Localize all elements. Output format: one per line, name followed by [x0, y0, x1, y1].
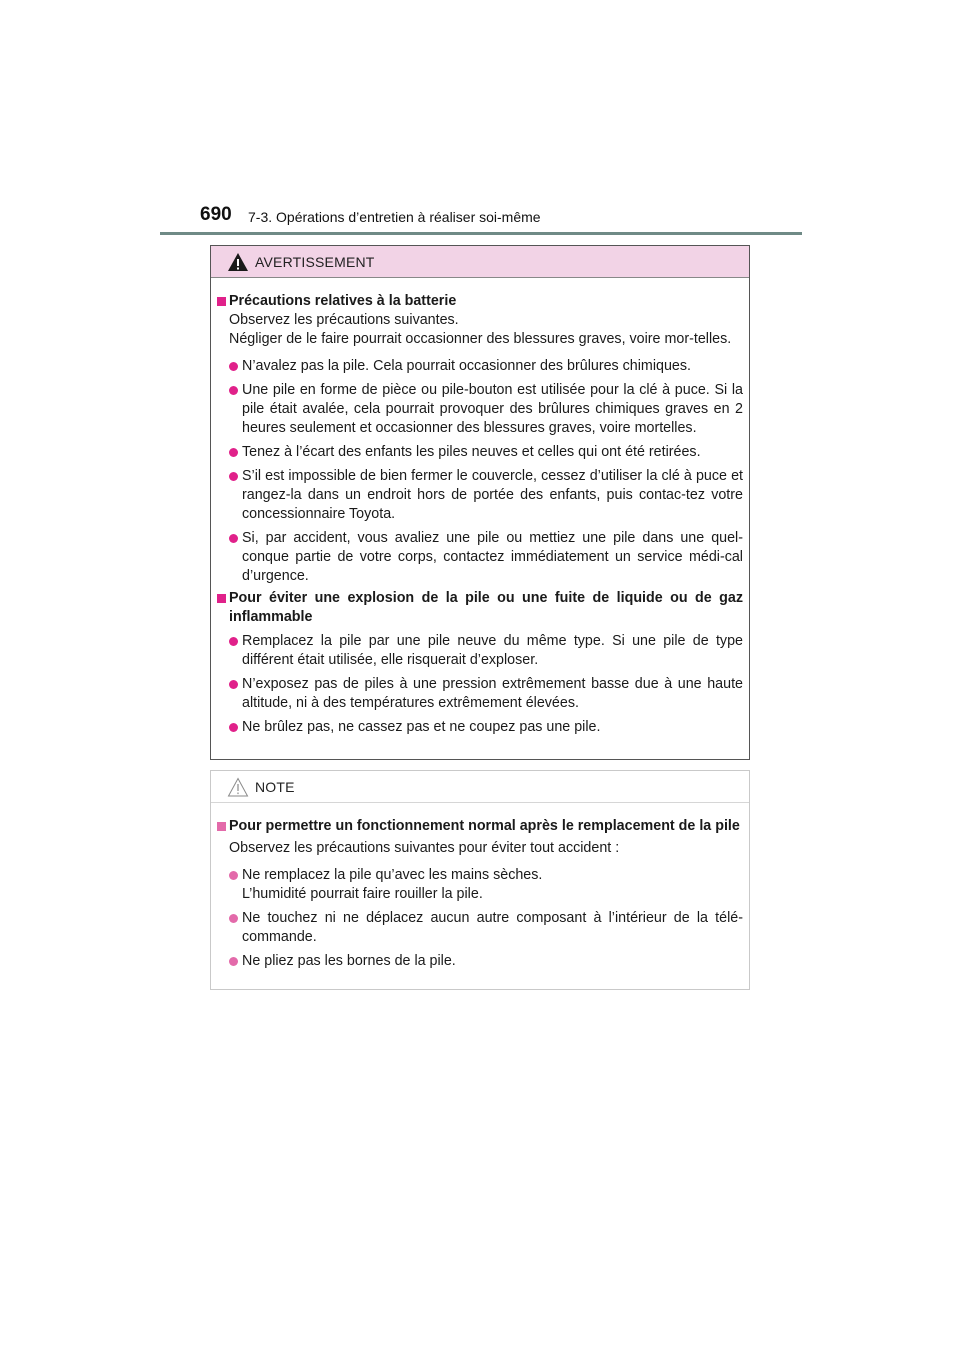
round-bullet-icon: [229, 534, 238, 543]
warning-header: [211, 246, 749, 278]
warning-body: [211, 278, 749, 737]
round-bullet-icon: [229, 723, 238, 732]
note-header: [211, 771, 749, 803]
round-bullet-icon: [229, 871, 238, 880]
round-bullet-icon: [229, 362, 238, 371]
square-bullet-icon: [217, 297, 226, 306]
round-bullet-icon: [229, 680, 238, 689]
note-box: [210, 770, 750, 990]
square-bullet-icon: [217, 594, 226, 603]
list-item: N’avalez pas la pile. Cela pourrait occasionner des brûlures chimiques.: [217, 357, 743, 376]
square-bullet-icon: [217, 822, 226, 831]
round-bullet-icon: [229, 386, 238, 395]
warning-heading-battery: Précautions relatives à la batterie: [217, 292, 743, 311]
list-item: Si, par accident, vous avaliez une pile ou mettiez une pile dans une quel-conque partie de votre corps, contactez immédiatement un service médi-cal d’urgence.: [217, 529, 743, 586]
note-heading: Pour permettre un fonctionnement normal après le remplacement de la pile: [217, 817, 743, 836]
caution-triangle-icon: [227, 777, 249, 797]
list-item: Ne touchez ni ne déplacez aucun autre composant à l’intérieur de la télé-commande.: [217, 909, 743, 947]
warning-intro: Négliger de le faire pourrait occasionner des blessures graves, voire mor-telles.: [229, 331, 732, 347]
list-item: Tenez à l’écart des enfants les piles neuves et celles qui ont été retirées.: [217, 443, 743, 462]
list-item: Ne pliez pas les bornes de la pile.: [217, 952, 743, 971]
warning-heading-explosion: Pour éviter une explosion de la pile ou une fuite de liquide ou de gaz inflammable: [217, 589, 743, 627]
round-bullet-icon: [229, 637, 238, 646]
section-title: 7-3. Opérations d’entretien à réaliser soi-même: [248, 209, 541, 225]
note-label: NOTE: [255, 779, 295, 795]
list-item: Ne brûlez pas, ne cassez pas et ne coupez pas une pile.: [217, 718, 743, 737]
list-item: Remplacez la pile par une pile neuve du même type. Si une pile de type différent était utilisée, elle risquerait d’exploser.: [217, 632, 743, 670]
round-bullet-icon: [229, 957, 238, 966]
warning-intro: Observez les précautions suivantes.: [229, 312, 459, 328]
warning-label: AVERTISSEMENT: [255, 254, 375, 270]
list-item: S’il est impossible de bien fermer le couvercle, cessez d’utiliser la clé à puce et rangez-la dans un endroit hors de portée des enfants, puis contac-tez votre concessionnaire Toyota.: [217, 467, 743, 524]
round-bullet-icon: [229, 914, 238, 923]
note-intro: Observez les précautions suivantes pour éviter tout accident :: [229, 840, 620, 856]
list-item: Ne remplacez la pile qu’avec les mains sèches. L’humidité pourrait faire rouiller la pile.: [217, 866, 743, 904]
list-item: N’exposez pas de piles à une pression extrêmement basse due à une haute altitude, ni à des températures extrêmement élevées.: [217, 675, 743, 713]
round-bullet-icon: [229, 448, 238, 457]
round-bullet-icon: [229, 472, 238, 481]
page-number: 690: [200, 204, 232, 225]
header-rule: [160, 232, 802, 235]
note-body: [211, 803, 749, 971]
warning-box: [210, 245, 750, 760]
warning-triangle-icon: [227, 252, 249, 272]
list-item: Une pile en forme de pièce ou pile-bouton est utilisée pour la clé à puce. Si la pile était avalée, cela pourrait provoquer des brûlures chimiques graves en 2 heures seulement et occasionner des blessures graves, voire mortelles.: [217, 381, 743, 438]
page-header: [200, 200, 800, 236]
